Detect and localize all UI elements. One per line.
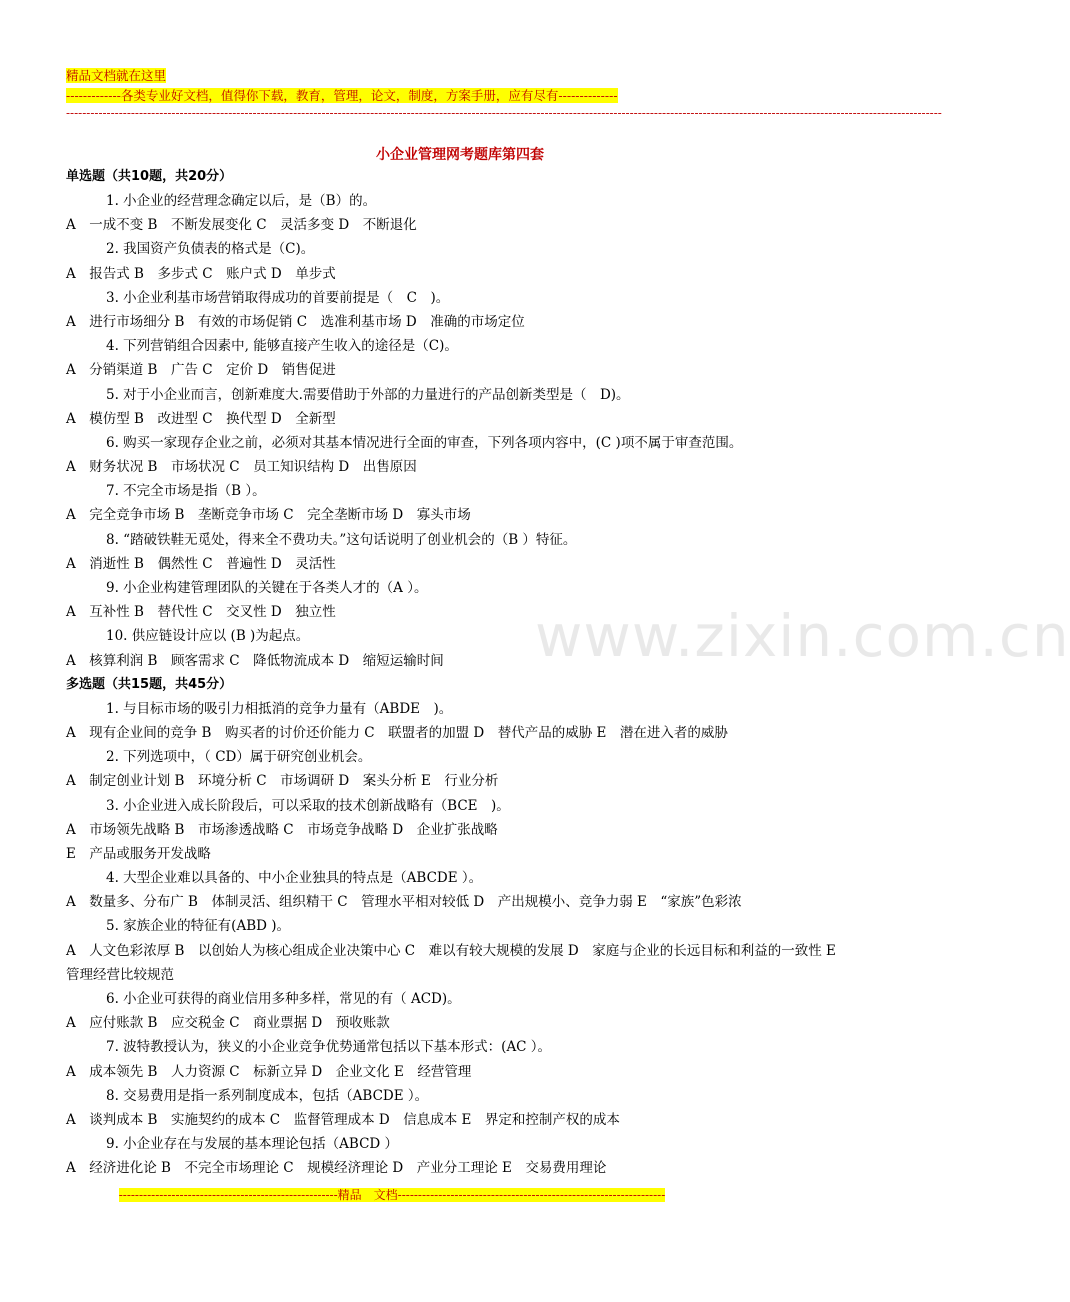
- answer-options: A 互补性 B 替代性 C 交叉性 D 独立性: [66, 604, 336, 621]
- answer-options: A 制定创业计划 B 环境分析 C 市场调研 D 案头分析 E 行业分析: [66, 773, 499, 790]
- question-text: 3. 小企业利基市场营销取得成功的首要前提是（ C )。: [106, 289, 450, 306]
- document-body: [66, 165, 856, 1181]
- answer-options: A 谈判成本 B 实施契约的成本 C 监督管理成本 D 信息成本 E 界定和控制产权的成本: [66, 1111, 620, 1128]
- answer-options: A 分销渠道 B 广告 C 定价 D 销售促进: [66, 362, 336, 379]
- question-text: 2. 下列选项中，（ CD）属于研究创业机会。: [106, 749, 372, 766]
- question-text: 5. 家族企业的特征有(ABD )。: [106, 918, 290, 935]
- answer-options: A 经济进化论 B 不完全市场理论 C 规模经济理论 D 产业分工理论 E 交易费用理论: [66, 1160, 607, 1177]
- answer-options: A 现有企业间的竞争 B 购买者的讨价还价能力 C 联盟者的加盟 D 替代产品的威胁 E 潜在进入者的威胁: [66, 724, 728, 741]
- answer-options: A 成本领先 B 人力资源 C 标新立异 D 企业文化 E 经营管理: [66, 1063, 472, 1080]
- question-text: 1. 与目标市场的吸引力相抵消的竞争力量有（ABDE )。: [106, 700, 453, 717]
- question-text: 7. 不完全市场是指（B ）。: [106, 483, 266, 500]
- question-text: 4. 大型企业难以具备的、中小企业独具的特点是（ABCDE ）。: [106, 870, 483, 887]
- single-choice-list: [66, 189, 856, 673]
- answer-options: A 应付账款 B 应交税金 C 商业票据 D 预收账款: [66, 1015, 390, 1032]
- answer-options: A 模仿型 B 改进型 C 换代型 D 全新型: [66, 410, 336, 427]
- question-text: 5. 对于小企业而言，创新难度大.需要借助于外部的力量进行的产品创新类型是（ D)。: [106, 386, 630, 403]
- question-text: 8. “踏破铁鞋无觅处，得来全不费功夫。”这句话说明了创业机会的（B ）特征。: [106, 531, 577, 548]
- question-text: 6. 小企业可获得的商业信用多种多样，常见的有（ ACD)。: [106, 991, 461, 1008]
- question-text: 1. 小企业的经营理念确定以后，是（B）的。: [106, 193, 377, 209]
- multi-choice-list: [66, 697, 856, 1181]
- answer-options: A 进行市场细分 B 有效的市场促销 C 选准利基市场 D 准确的市场定位: [66, 313, 525, 330]
- question-text: 7. 波特教授认为，狭义的小企业竞争优势通常包括以下基本形式：(AC ）。: [106, 1039, 552, 1056]
- header-divider: ------------------------------------------------------------------------------------------------------------------------------------------------------------------------------------------------------------------------: [66, 106, 942, 120]
- question-text: 10. 供应链设计应以 (B )为起点。: [106, 628, 310, 645]
- answer-options: A 报告式 B 多步式 C 账户式 D 单步式: [66, 265, 336, 282]
- question-text: 4. 下列营销组合因素中, 能够直接产生收入的途径是（C)。: [106, 338, 458, 355]
- footer-banner: ------------------------------------------------------精品 文档------------------------------------------------------------------: [118, 1188, 666, 1202]
- question-text: 8. 交易费用是指一系列制度成本，包括（ABCDE ）。: [106, 1087, 429, 1104]
- answer-options: A 市场领先战略 B 市场渗透战略 C 市场竞争战略 D 企业扩张战略: [66, 821, 498, 838]
- multi-choice-heading: 多选题（共15题，共45分）: [66, 676, 233, 692]
- watermark-text: www.zixin.com.cn: [535, 602, 1070, 670]
- question-text: 6. 购买一家现存企业之前，必须对其基本情况进行全面的审查，下列各项内容中，(C )项不属于审查范围。: [106, 434, 743, 451]
- answer-options: A 一成不变 B 不断发展变化 C 灵活多变 D 不断退化: [66, 217, 417, 234]
- answer-options: A 财务状况 B 市场状况 C 员工知识结构 D 出售原因: [66, 459, 417, 476]
- single-choice-heading: 单选题（共10题，共20分）: [66, 169, 233, 184]
- answer-options: A 消逝性 B 偶然性 C 普遍性 D 灵活性: [66, 555, 336, 572]
- answer-options: E 产品或服务开发战略: [66, 845, 211, 862]
- question-text: 9. 小企业构建管理团队的关键在于各类人才的（A ）。: [106, 580, 428, 596]
- answer-options: A 核算利润 B 顾客需求 C 降低物流成本 D 缩短运输时间: [66, 652, 444, 669]
- header-banner-title: 精品文档就在这里: [66, 68, 167, 83]
- header-banner-slogan: -------------各类专业好文档，值得你下载，教育，管理，论文，制度，方案手册，应有尽有--------------: [66, 88, 618, 103]
- document-title: 小企业管理网考题库第四套: [376, 147, 544, 163]
- answer-options: A 数量多、分布广 B 体制灵活、组织精干 C 管理水平相对较低 D 产出规模小、竞争力弱 E “家族”色彩浓: [66, 894, 742, 911]
- answer-options: A 完全竞争市场 B 垄断竞争市场 C 完全垄断市场 D 寡头市场: [66, 507, 471, 524]
- question-text: 3. 小企业进入成长阶段后，可以采取的技术创新战略有（BCE )。: [106, 797, 510, 814]
- question-text: 2. 我国资产负债表的格式是（C)。: [106, 241, 315, 258]
- answer-options: A 人文色彩浓厚 B 以创始人为核心组成企业决策中心 C 难以有较大规模的发展 D 家庭与企业的长远目标和利益的一致性 E 管理经营比较规范: [66, 942, 850, 983]
- question-text: 9. 小企业存在与发展的基本理论包括（ABCD ）: [106, 1136, 399, 1153]
